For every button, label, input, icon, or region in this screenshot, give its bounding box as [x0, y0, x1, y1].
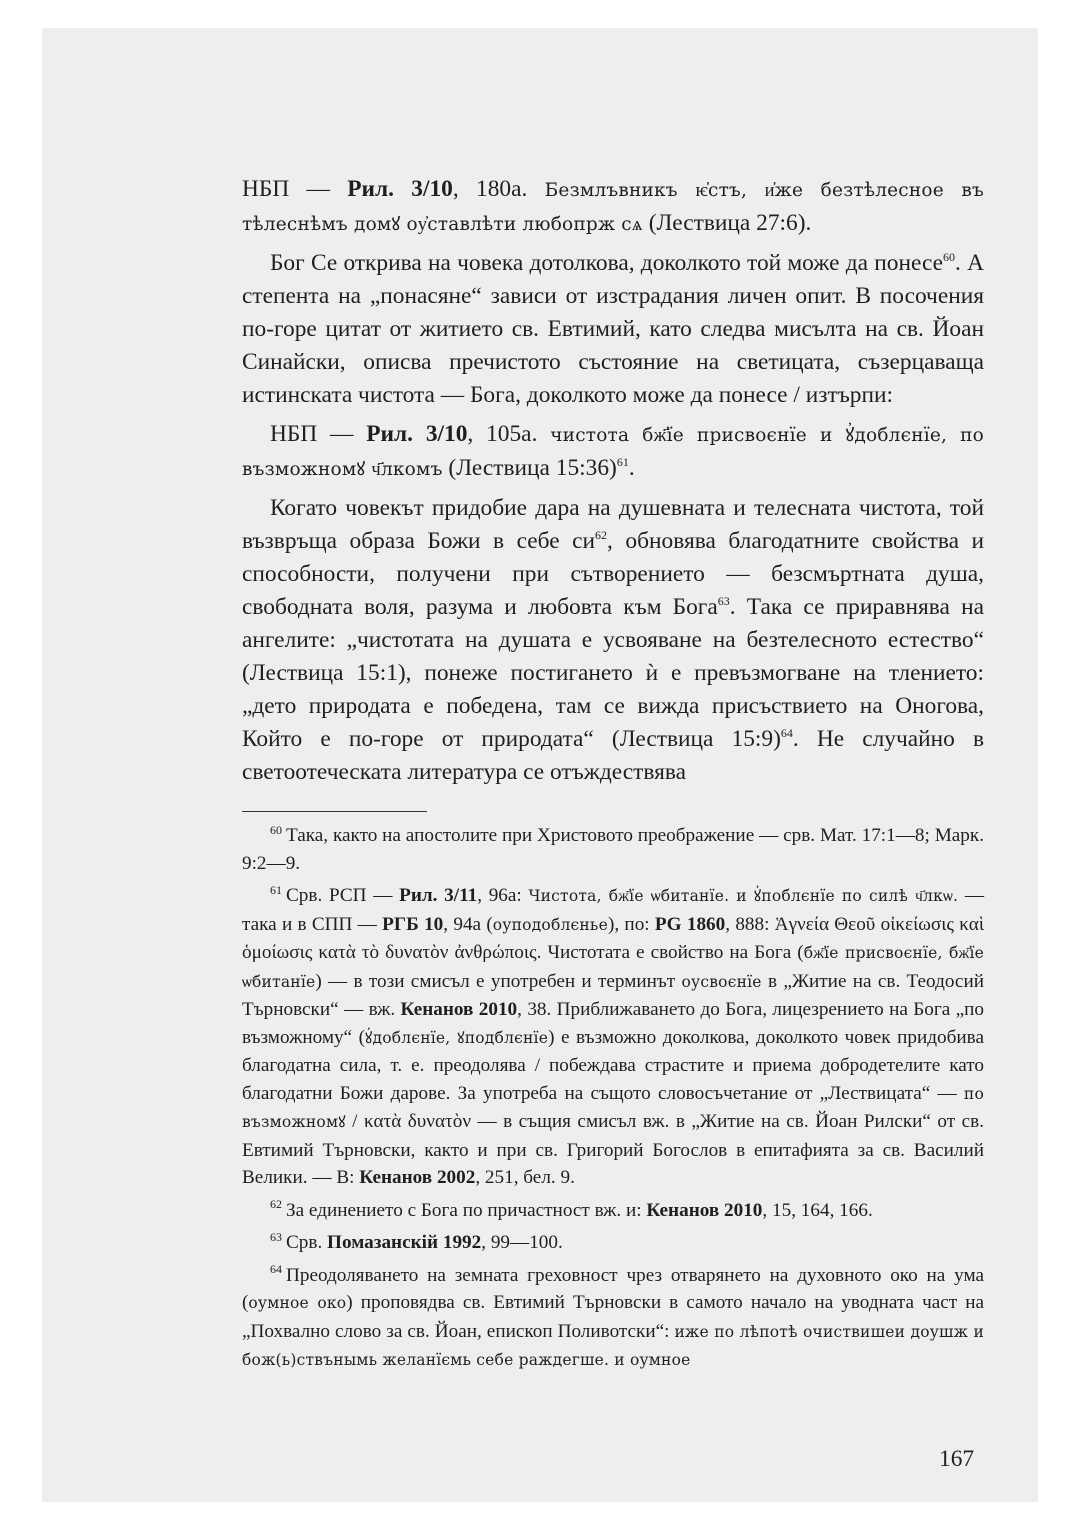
source-ref: PG 1860: [654, 913, 726, 935]
source-ref: Кенанов 2010: [400, 999, 518, 1020]
body-paragraph-2: [242, 492, 984, 789]
folio-ref: , 180а.: [452, 176, 545, 202]
footnote-divider: [242, 811, 427, 812]
old-slavonic-text: иже по лѣпотѣ очиствишеи доушж и бож(ь)ствънымь желанїємь себе раждегше. и оумное: [242, 1322, 984, 1369]
body-text: . Така се приравнява на ангелите: „чистотата на душата е усвояване на безтелесното естество“ (Лествица 15:1), понеже постигането ѝ е превъзмогване на тлението: „дето природата е победена, там се вижда присъствието на Оногова, Който е по-горе от природата“ (Лествица 15:9): [242, 594, 984, 752]
footnote-text: в „Житие на св. Теодосий Търновски“ — вж.: [242, 970, 984, 1020]
quote-paragraph-1: [242, 173, 984, 241]
quote-source: НБП —: [242, 176, 348, 202]
manuscript-ref: Рил. 3/10: [366, 421, 468, 447]
footnote-text: Срв.: [286, 1232, 328, 1253]
footnote-text: / κατὰ δυνατὸν — в същия смисъл вж. в „Житие на св. Йоан Рилски“ от св. Евтимий Търновски, както и при св. Григорий Богослов в епитафията за св. Василий Велики. — В:: [242, 1111, 984, 1188]
footnote-number: 60: [270, 822, 282, 837]
quote-source: НБП —: [270, 421, 367, 447]
old-slavonic-text: оусвоєнїе: [681, 972, 762, 991]
old-slavonic-quote: Безмлъвникъ ѥ҆стъ, и҆же безтѣлесное въ тѣлеснѣмъ домꙋ оу҆ставлѣти любопрж сѧ: [242, 180, 984, 235]
footnote-text: — така и в СПП —: [242, 885, 984, 935]
book-page: [42, 28, 1038, 1502]
footnote-ref[interactable]: 61: [616, 455, 629, 470]
footnote-62: [242, 1197, 984, 1225]
footnote-text: , 94а (: [443, 913, 493, 935]
footnote-text: За единението с Бога по причастност вж. и:: [286, 1199, 647, 1221]
old-slavonic-quote: чистота бж҃їе присвоєнїе и ꙋ҆доблєнїе, по възможномꙋ ч҃лкомъ: [242, 425, 985, 480]
footnote-text: ) е възможно доколкова, доколкото човек придобива благодатна сила, т. е. преодолява / побеждава страстите и приема добродетелите като благодатни Божи дарове. За употреба на същото словосъчетание от „Лествицата“ —: [242, 1026, 984, 1104]
footnote-text: , 99—100.: [481, 1232, 563, 1253]
footnote-text: ), по:: [607, 913, 655, 935]
footnote-text: , 888: Ἁγνεία Θεοῦ οἰκείωσις καὶ ὁμοίωσις κατὰ τὸ δυνατὸν ἀνθρώποις. Чистотата е свойство на Бога (: [242, 913, 984, 963]
footnote-60: [242, 822, 984, 877]
old-slavonic-text: Чистота, бж҃їе ѡбитанїе. и ꙋ҆поблєнїе по силѣ ч҃лкѡ.: [528, 887, 959, 905]
text-block: [242, 173, 984, 1380]
source-ref: Помазанскій 1992: [327, 1232, 482, 1253]
body-text: Бог Се открива на човека дотолкова, доколкото той може да понесе: [270, 250, 944, 276]
body-text: . Не случайно в светоотеческата литература се отъждествява: [242, 726, 984, 785]
footnote-ref[interactable]: 60: [943, 250, 956, 265]
old-slavonic-text: бж҃їе присвоєнїе, бж҃їе ѡбитанїе: [242, 944, 984, 991]
footnote-text: ) проповядва св. Евтимий Търновски в самото начало на уводната част на „Похвално слово за св. Йоан, епископ Поливотски“:: [242, 1292, 984, 1342]
footnote-text: Срв. РСП —: [286, 885, 400, 906]
punctuation: .: [628, 455, 635, 481]
footnote-text: , 38. Приближаването до Бога, лицезрението на Бога „по възможному“ (: [242, 999, 984, 1048]
footnote-ref[interactable]: 64: [780, 726, 793, 741]
source-ref: Кенанов 2002: [359, 1167, 476, 1188]
footnote-text: Така, както на апостолите при Христовото преображение — срв. Мат. 17:1—8; Марк. 9:2—9.: [242, 825, 984, 874]
footnote-text: ) — в този смисъл е употребен и терминът: [315, 970, 682, 992]
manuscript-ref: Рил. 3/10: [347, 176, 453, 202]
body-text: , обновява благодатните свойства и способности, получени при сътворението — безсмъртната душа, свободната воля, разума и любовта към Бога: [242, 528, 985, 620]
body-text: Когато човекът придобие дара на душевната и телесната чистота, той възвръща образа Божи в себе си: [242, 495, 984, 554]
footnote-ref[interactable]: 62: [595, 528, 608, 543]
manuscript-ref: РГБ 10: [382, 913, 444, 935]
footnote-number: 62: [270, 1197, 282, 1212]
footnote-text: , 251, бел. 9.: [475, 1167, 575, 1188]
source-ref: Кенанов 2010: [646, 1199, 763, 1221]
old-slavonic-text: по възможномꙋ: [242, 1084, 984, 1131]
manuscript-ref: Рил. 3/11: [399, 885, 478, 906]
old-slavonic-text: оуподоблєнье: [492, 915, 608, 934]
footnote-text: Преодоляването на земната греховност чрез отварянето на духовното око на ума (: [242, 1264, 984, 1313]
page-number: 167: [939, 1446, 975, 1472]
footnote-number: 63: [270, 1229, 282, 1244]
footnote-text: , 15, 164, 166.: [762, 1199, 873, 1221]
old-slavonic-text: оумное око: [248, 1294, 347, 1312]
body-paragraph-1: [242, 247, 984, 412]
footnote-ref[interactable]: 63: [717, 594, 730, 609]
footnote-61: [242, 882, 984, 1192]
footnote-63: [242, 1229, 984, 1257]
citation: (Лествица 15:36): [442, 455, 617, 481]
old-slavonic-text: ꙋ҆доблєнїе, ꙋподблєнїе: [365, 1028, 549, 1047]
quote-paragraph-2: [242, 418, 984, 486]
footnote-number: 61: [270, 882, 282, 897]
folio-ref: , 105а.: [467, 421, 551, 447]
footnote-64: [242, 1262, 984, 1375]
body-text: . А степента на „понасяне“ зависи от изстрадания личен опит. В посочения по-горе цитат от житието св. Евтимий, като следва мисълта на св. Йоан Синайски, описва пречистото състояние на светицата, съзерцаваща истинската чистота — Бога, доколкото може да понесе / изтърпи:: [242, 250, 984, 408]
footnote-number: 64: [270, 1262, 282, 1277]
citation: (Лествица 27:6).: [642, 210, 812, 236]
footnote-text: , 96а:: [477, 885, 529, 906]
